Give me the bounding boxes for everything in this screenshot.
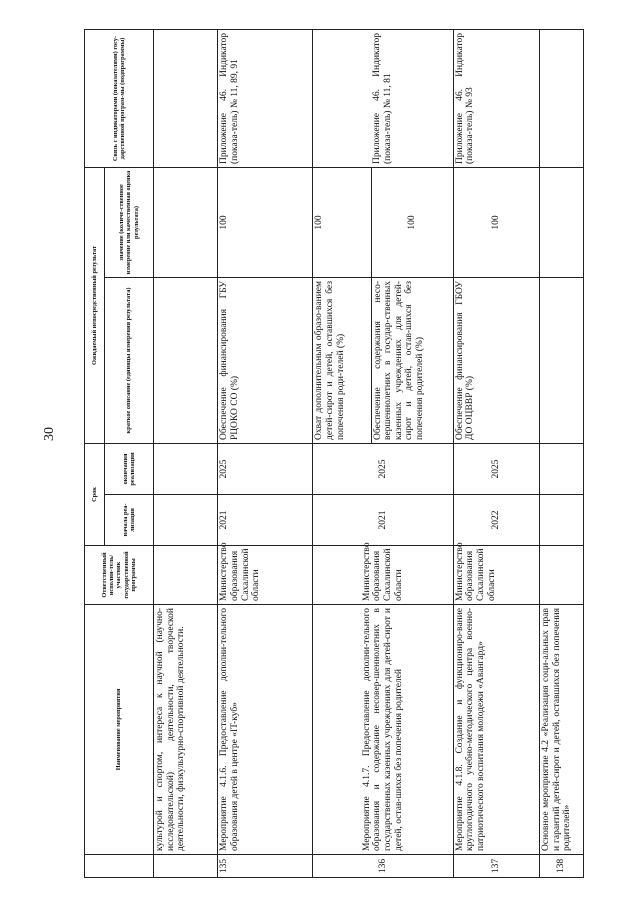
header-link: Связь с индикаторами (показателями) госу-дарственной програм-мы (подпрограммы) xyxy=(85,29,154,167)
page-number: 30 xyxy=(42,427,57,441)
result-description: Охват дополнительным образо-ванием детей-сирот и детей, оставшихся без попечения роди-телей (%) xyxy=(313,277,371,443)
table-row xyxy=(453,29,539,877)
table-row-continuation xyxy=(154,29,218,877)
table-row xyxy=(539,29,583,877)
result-value: 100 xyxy=(218,167,313,277)
start-year: 2021 xyxy=(218,495,313,546)
rotated-page xyxy=(84,30,584,878)
end-year: 2025 xyxy=(218,443,313,494)
measure-name: Основное мероприятие 4.2 «Реализация соци-альных прав и гарантий детей-сирот и детей, оставшихся без попечения родителей» xyxy=(539,605,583,855)
header-row-1 xyxy=(85,29,105,877)
header-short-desc: краткое описание (единицы измерения результата) xyxy=(105,277,154,443)
header-name: Наименование мероприятия xyxy=(85,605,154,855)
end-year: 2025 xyxy=(453,443,539,494)
header-value: значение (количе-ственное измерение или качественная оценка результата) xyxy=(105,167,154,277)
row-number: 138 xyxy=(539,855,583,878)
indicator-link: Приложение 46. Индикатор (показа-тель) № 11, 89, 91 xyxy=(218,29,313,167)
row-number: 135 xyxy=(218,855,313,878)
header-end: окончания реализации xyxy=(105,443,154,494)
result-description: Обеспечение содержания несо-вершеннолетних в государ-ственных казенных учреждениях для детей-сирот и детей, остав-шихся без попечения родителей (%) xyxy=(371,277,453,443)
result-value: 100 xyxy=(371,167,453,277)
start-year: 2021 xyxy=(313,495,453,546)
table-row xyxy=(313,29,371,877)
indicator-link: Приложение 46. Индикатор (показа-тель) № 11, 81 xyxy=(313,29,453,167)
indicator-link: Приложение 46. Индикатор (показа-тель) № 93 xyxy=(453,29,539,167)
measure-name: Мероприятие 4.1.7. Предоставление дополни-тельного образования и содержание несовер-шеннолетних в государственных казенных учреждениях для детей-сирот и детей, остав-шихся без попечения родителей xyxy=(313,605,453,855)
result-value: 100 xyxy=(313,167,371,277)
result-value: 100 xyxy=(453,167,539,277)
header-num xyxy=(85,855,154,878)
measure-name: Мероприятие 4.1.8. Создание и функциониро-вание круглогодичного учебно-методического центра военно-патриотического воспитания молодежи «Авангард» xyxy=(453,605,539,855)
continuation-text: культурой и спортом, интереса к научной (научно-исследовательской) деятельности, творческой деятельности, физкультурно-спортивной деятельности. xyxy=(154,605,218,855)
header-expected: Ожидаемый непосредственный результат xyxy=(85,167,105,443)
responsible: Министерство образования Сахалинской области xyxy=(218,546,313,605)
responsible: Министерство образования Сахалинской области xyxy=(313,546,453,605)
result-description: Обеспечение финансирования ГБУ РЦОКО СО (%) xyxy=(218,277,313,443)
header-term: Срок xyxy=(85,443,105,545)
start-year: 2022 xyxy=(453,495,539,546)
table-row xyxy=(218,29,313,877)
end-year: 2025 xyxy=(313,443,453,494)
row-number: 136 xyxy=(313,855,453,878)
result-description: Обеспечение финансирования ГБОУ ДО ОЦВВР (%) xyxy=(453,277,539,443)
measures-table xyxy=(84,29,584,878)
row-number: 137 xyxy=(453,855,539,878)
header-responsible: Ответственный исполни-тель/участник государственной программы xyxy=(85,546,154,605)
measure-name: Мероприятие 4.1.6. Предоставление дополни-тельного образования детей в центре «IT-куб» xyxy=(218,605,313,855)
header-start: начала реа-лизации xyxy=(105,495,154,546)
responsible: Министерство образования Сахалинской области xyxy=(453,546,539,605)
